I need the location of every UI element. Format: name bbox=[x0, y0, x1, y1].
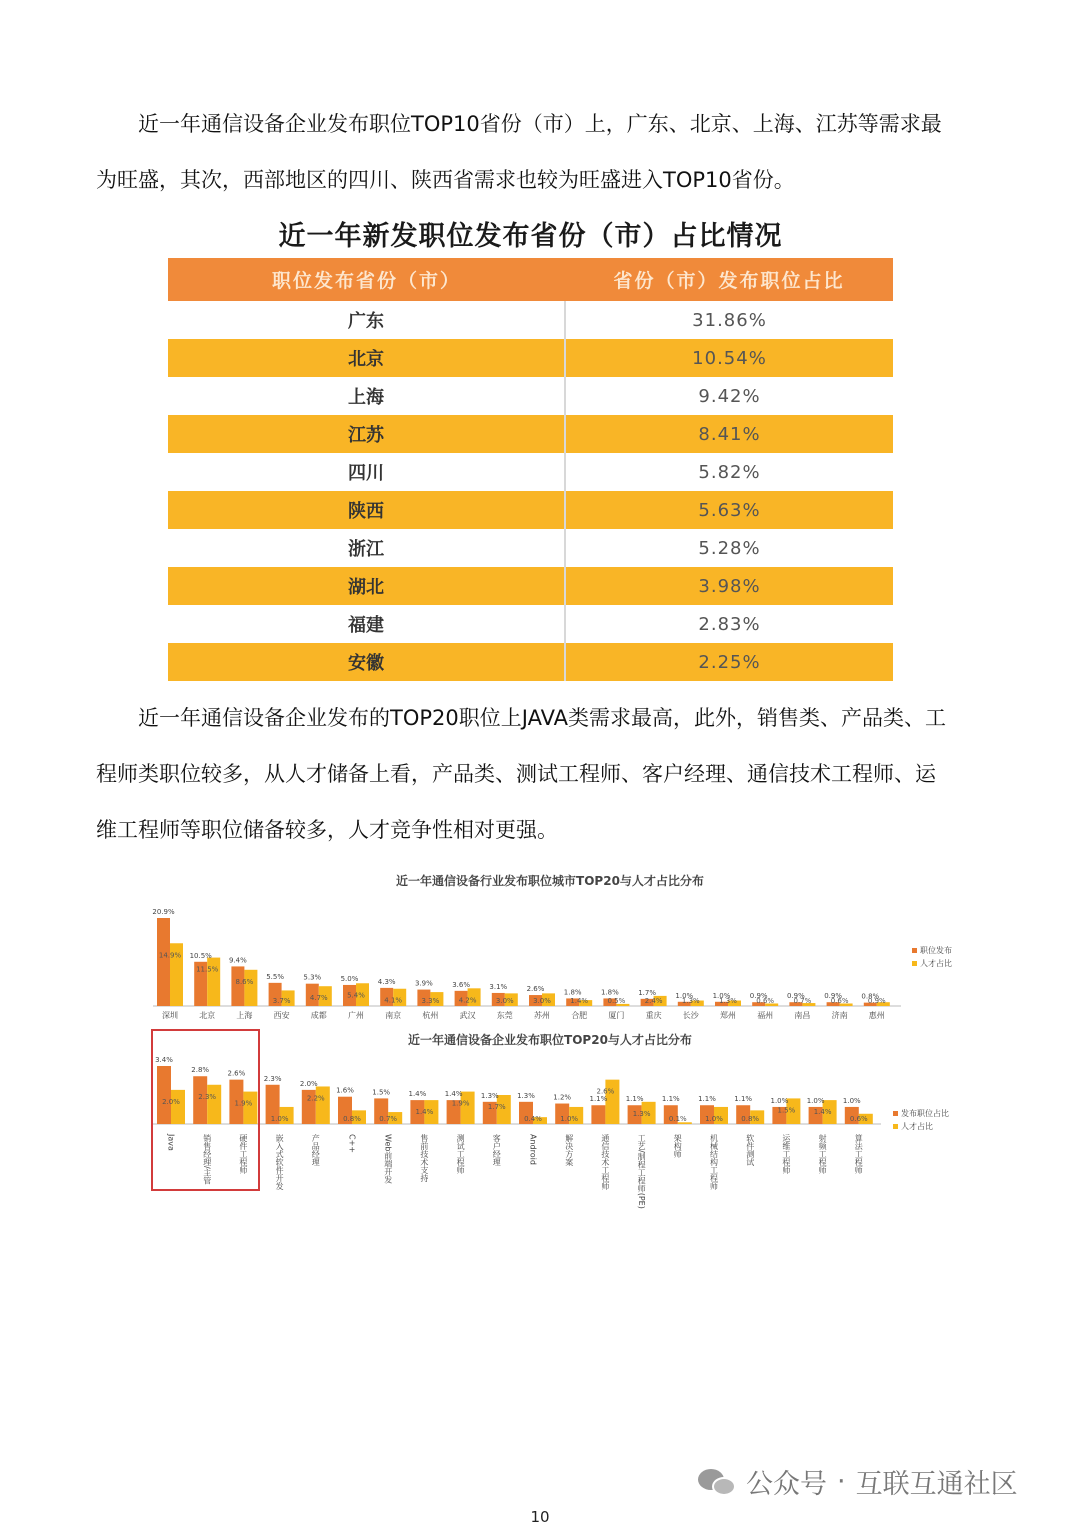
data-label-city-s0: 3.9% bbox=[415, 979, 433, 988]
top3-highlight-box bbox=[151, 1029, 260, 1191]
data-label-job-s0: 2.8% bbox=[191, 1066, 210, 1075]
job-line-3: 维工程师等职位储备较多，人才竞争性相对更强。 bbox=[96, 818, 558, 842]
data-label-city-s0: 5.5% bbox=[266, 972, 284, 981]
tick-label-city: 济南 bbox=[831, 1011, 848, 1020]
data-label-city-s1: 3.7% bbox=[272, 997, 291, 1005]
page-number: 10 bbox=[530, 1508, 550, 1526]
data-label-job-s1: 1.0% bbox=[270, 1114, 289, 1123]
data-label-city-s1: 3.3% bbox=[421, 997, 440, 1005]
legend-entry: 人才占比 bbox=[893, 1120, 949, 1133]
legend-entry: 发布职位占比 bbox=[893, 1107, 949, 1120]
tick-label-job: Web前端开发 bbox=[383, 1134, 393, 1184]
data-label-job-s0: 1.4% bbox=[408, 1090, 427, 1099]
data-label-job-s1: 1.4% bbox=[813, 1108, 832, 1117]
share-cell: 9.42% bbox=[565, 377, 893, 415]
intro-line-2: 为旺盛，其次，西部地区的四川、陕西省需求也较为旺盛进入TOP10省份。 bbox=[96, 168, 795, 192]
province-cell: 安徽 bbox=[168, 643, 565, 681]
data-label-city-s1: 4.1% bbox=[384, 996, 403, 1005]
bar-job-s1 bbox=[461, 1092, 475, 1124]
data-label-city-s1: 3.0% bbox=[533, 997, 551, 1005]
data-label-city-s0: 0.9% bbox=[749, 992, 768, 1001]
tick-label-job: 测试工程师 bbox=[456, 1134, 466, 1174]
tick-label-city: 武汉 bbox=[459, 1011, 476, 1020]
share-cell: 5.28% bbox=[565, 529, 893, 567]
data-label-job-s0: 1.2% bbox=[553, 1093, 572, 1102]
province-cell: 江苏 bbox=[168, 415, 565, 453]
tick-label-city: 重庆 bbox=[645, 1011, 662, 1020]
data-label-job-s0: 1.0% bbox=[770, 1096, 789, 1105]
data-label-job-s0: 2.0% bbox=[299, 1079, 318, 1088]
watermark: 公众号 · 互联互通社区 bbox=[698, 1462, 1018, 1501]
tick-label-city: 广州 bbox=[348, 1011, 364, 1020]
province-cell: 陕西 bbox=[168, 491, 565, 529]
data-label-city-s0: 9.4% bbox=[229, 956, 247, 965]
city-chart-title: 近一年通信设备行业发布职位城市TOP20与人才占比分布 bbox=[396, 874, 704, 888]
data-label-city-s1: 4.2% bbox=[458, 996, 477, 1005]
tick-label-job: 算法工程师 bbox=[854, 1134, 864, 1174]
data-label-job-s0: 2.6% bbox=[227, 1069, 246, 1078]
data-label-city-s1: 14.9% bbox=[158, 951, 182, 960]
tick-label-job: Android bbox=[528, 1134, 538, 1165]
wechat-icon bbox=[698, 1467, 738, 1497]
data-label-city-s1: 0.7% bbox=[793, 997, 812, 1005]
data-label-city-s0: 1.8% bbox=[601, 988, 619, 997]
bar-job-s1 bbox=[605, 1080, 619, 1124]
province-cell: 上海 bbox=[168, 377, 565, 415]
city-chart-legend bbox=[912, 944, 952, 970]
data-label-job-s0: 1.1% bbox=[698, 1095, 716, 1104]
tick-label-job: 客户经理 bbox=[492, 1134, 502, 1166]
tick-label-city: 苏州 bbox=[534, 1011, 550, 1020]
legend-swatch bbox=[893, 1124, 898, 1129]
data-label-job-s1: 1.0% bbox=[705, 1114, 723, 1123]
data-label-city-s1: 2.4% bbox=[644, 997, 663, 1005]
tick-label-job: 运维工程师 bbox=[781, 1134, 791, 1174]
data-label-job-s1: 2.6% bbox=[596, 1087, 615, 1096]
data-label-job-s0: 1.6% bbox=[336, 1086, 354, 1095]
data-label-city-s0: 4.3% bbox=[377, 977, 396, 986]
data-label-job-s0: 1.3% bbox=[517, 1091, 535, 1100]
data-label-job-s1: 0.8% bbox=[343, 1115, 361, 1123]
tick-label-job: 销售经理/主管 bbox=[202, 1134, 212, 1185]
legend-swatch bbox=[912, 961, 917, 966]
tick-label-city: 南昌 bbox=[794, 1011, 811, 1020]
data-label-city-s0: 5.0% bbox=[340, 974, 359, 983]
province-cell: 四川 bbox=[168, 453, 565, 491]
tick-label-job: 硬件工程师 bbox=[238, 1134, 248, 1174]
data-label-job-s0: 1.1% bbox=[589, 1095, 608, 1104]
tick-label-city: 上海 bbox=[236, 1011, 253, 1020]
tick-label-job: Java bbox=[166, 1134, 176, 1151]
data-label-city-s0: 1.0% bbox=[712, 991, 731, 1000]
data-label-city-s1: 1.3% bbox=[719, 997, 737, 1005]
data-label-city-s1: 5.4% bbox=[347, 991, 365, 1000]
data-label-city-s0: 0.9% bbox=[824, 992, 842, 1001]
tick-label-city: 成都 bbox=[310, 1011, 327, 1020]
data-label-job-s1: 1.9% bbox=[451, 1099, 470, 1108]
data-label-city-s0: 0.9% bbox=[787, 992, 805, 1001]
share-cell: 2.25% bbox=[565, 643, 893, 681]
data-label-city-s0: 3.6% bbox=[452, 980, 470, 989]
data-label-job-s1: 0.8% bbox=[741, 1115, 760, 1123]
data-label-job-s1: 1.3% bbox=[632, 1109, 651, 1118]
tick-label-city: 东莞 bbox=[496, 1011, 513, 1020]
share-cell: 5.63% bbox=[565, 491, 893, 529]
tick-label-job: 嵌入式软件开发 bbox=[275, 1134, 285, 1190]
data-label-city-s0: 3.1% bbox=[489, 982, 508, 991]
data-label-job-s1: 1.5% bbox=[777, 1106, 796, 1115]
data-label-city-s0: 2.6% bbox=[526, 985, 545, 994]
tick-label-job: 解决方案 bbox=[564, 1134, 574, 1166]
data-label-job-s1: 0.4% bbox=[524, 1115, 542, 1123]
bar-city-s0 bbox=[157, 918, 170, 1006]
province-cell: 浙江 bbox=[168, 529, 565, 567]
share-cell: 8.41% bbox=[565, 415, 893, 453]
data-label-city-s1: 8.6% bbox=[235, 977, 254, 986]
tick-label-city: 合肥 bbox=[571, 1011, 588, 1020]
tick-label-job: 软件测试 bbox=[745, 1134, 755, 1166]
bar-city-s0 bbox=[231, 966, 244, 1006]
tick-label-city: 长沙 bbox=[682, 1011, 699, 1020]
data-label-job-s0: 1.3% bbox=[480, 1091, 499, 1100]
data-label-city-s1: 1.3% bbox=[681, 997, 700, 1005]
legend-swatch bbox=[912, 948, 917, 953]
data-label-city-s1: 0.6% bbox=[756, 997, 775, 1005]
data-label-city-s1: 1.4% bbox=[570, 997, 589, 1005]
data-label-job-s1: 0.6% bbox=[849, 1115, 868, 1123]
province-cell: 广东 bbox=[168, 301, 565, 339]
tick-label-job: 射频工程师 bbox=[818, 1134, 828, 1174]
share-cell: 10.54% bbox=[565, 339, 893, 377]
data-label-job-s1: 1.0% bbox=[560, 1114, 579, 1123]
data-label-job-s0: 1.1% bbox=[625, 1095, 644, 1104]
data-label-city-s1: 0.5% bbox=[607, 997, 626, 1005]
data-label-job-s1: 2.0% bbox=[162, 1097, 180, 1106]
data-label-city-s1: 11.5% bbox=[196, 965, 219, 974]
data-label-job-s1: 2.2% bbox=[306, 1094, 325, 1103]
data-label-job-s0: 1.0% bbox=[842, 1096, 861, 1105]
share-cell: 2.83% bbox=[565, 605, 893, 643]
data-label-job-s0: 1.0% bbox=[806, 1096, 825, 1105]
data-label-city-s0: 1.7% bbox=[638, 988, 656, 997]
data-label-city-s1: 0.6% bbox=[830, 997, 849, 1005]
tick-label-job: 售前技术支持 bbox=[419, 1134, 429, 1182]
job-line-2: 程师类职位较多，从人才储备上看，产品类、测试工程师、客户经理、通信技术工程师、运 bbox=[96, 762, 936, 786]
data-label-city-s0: 0.8% bbox=[861, 992, 880, 1001]
data-label-job-s0: 2.3% bbox=[263, 1074, 282, 1083]
data-label-job-s1: 2.3% bbox=[198, 1092, 217, 1101]
job-chart-legend bbox=[893, 1107, 949, 1133]
job-line-1: 近一年通信设备企业发布的TOP20职位上JAVA类需求最高，此外，销售类、产品类、工 bbox=[138, 706, 946, 730]
tick-label-city: 惠州 bbox=[868, 1011, 885, 1020]
tick-label-city: 北京 bbox=[199, 1011, 216, 1020]
tick-label-job: 通信技术工程师 bbox=[600, 1134, 610, 1190]
tick-label-city: 西安 bbox=[273, 1011, 290, 1020]
data-label-job-s1: 0.7% bbox=[379, 1115, 398, 1123]
bar-job-s0 bbox=[591, 1105, 605, 1124]
legend-entry: 职位发布 bbox=[912, 944, 952, 957]
data-label-job-s0: 1.4% bbox=[444, 1090, 463, 1099]
data-label-city-s0: 10.5% bbox=[189, 951, 212, 960]
province-cell: 福建 bbox=[168, 605, 565, 643]
province-cell: 北京 bbox=[168, 339, 565, 377]
data-label-job-s0: 3.4% bbox=[155, 1056, 173, 1064]
tick-label-job: 工艺/制程工程师(PE) bbox=[637, 1134, 647, 1209]
data-label-job-s1: 1.4% bbox=[415, 1108, 434, 1117]
tick-label-city: 厦门 bbox=[608, 1011, 625, 1020]
job-chart-title: 近一年通信设备企业发布职位TOP20与人才占比分布 bbox=[408, 1033, 692, 1047]
legend-swatch bbox=[893, 1111, 898, 1116]
tick-label-job: 产品经理 bbox=[311, 1134, 321, 1166]
tick-label-city: 郑州 bbox=[720, 1011, 736, 1020]
bar-city-s1 bbox=[244, 970, 257, 1006]
data-label-city-s0: 1.0% bbox=[675, 991, 694, 1000]
share-cell: 31.86% bbox=[565, 301, 893, 339]
data-label-job-s1: 0.1% bbox=[668, 1115, 687, 1123]
data-label-city-s1: 4.7% bbox=[309, 994, 328, 1003]
tick-label-job: 架构师 bbox=[673, 1134, 683, 1158]
share-cell: 5.82% bbox=[565, 453, 893, 491]
header-share: 省份（市）发布职位占比 bbox=[565, 258, 893, 301]
data-label-city-s0: 5.3% bbox=[303, 973, 322, 982]
intro-line-1: 近一年通信设备企业发布职位TOP10省份（市）上，广东、北京、上海、江苏等需求最 bbox=[138, 112, 942, 136]
tick-label-city: 福州 bbox=[757, 1011, 774, 1020]
data-label-city-s1: 0.9% bbox=[867, 997, 886, 1005]
province-cell: 湖北 bbox=[168, 567, 565, 605]
data-label-job-s0: 1.1% bbox=[734, 1095, 753, 1104]
legend-entry: 人才占比 bbox=[912, 957, 952, 970]
data-label-job-s0: 1.5% bbox=[372, 1088, 391, 1097]
tick-label-city: 南京 bbox=[385, 1011, 402, 1020]
tick-label-job: C++ bbox=[347, 1134, 357, 1153]
tick-label-job: 机械结构工程师 bbox=[709, 1134, 719, 1190]
data-label-job-s1: 1.9% bbox=[234, 1099, 253, 1108]
tick-label-city: 杭州 bbox=[422, 1011, 439, 1020]
header-province: 职位发布省份（市） bbox=[168, 258, 565, 301]
data-label-job-s0: 1.1% bbox=[661, 1095, 680, 1104]
data-label-city-s0: 1.8% bbox=[563, 988, 582, 997]
tick-label-city: 深圳 bbox=[162, 1011, 178, 1020]
bar-job-s1 bbox=[316, 1086, 330, 1124]
data-label-job-s1: 1.7% bbox=[487, 1103, 506, 1111]
share-cell: 3.98% bbox=[565, 567, 893, 605]
data-label-city-s1: 3.0% bbox=[495, 997, 514, 1005]
province-table-title: 近一年新发职位发布省份（市）占比情况 bbox=[278, 221, 783, 252]
data-label-city-s0: 20.9% bbox=[152, 908, 175, 916]
